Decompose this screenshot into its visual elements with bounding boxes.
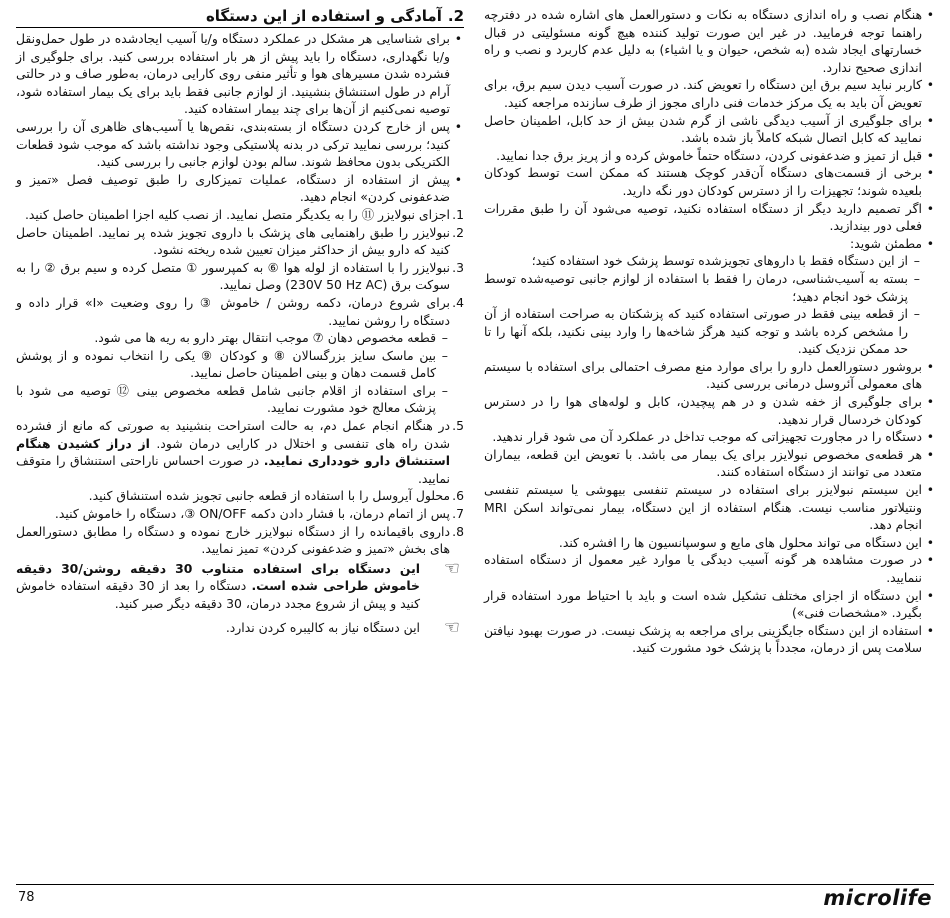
ensure-sublist [484, 252, 922, 358]
list-item: • این سیستم نبولایزر برای استفاده در سیستم تنفسی بیهوشی یا سیستم تنفسی ونتیلاتور مناسب نیست. هنگام استفاده از این دستگاه، بیمار نمی‌تواند اسکن MRI انجام دهد. [484, 481, 936, 534]
list-item: • اگر تصمیم دارید دیگر از دستگاه استفاده نکنید، توصیه می‌شود آن را طبق مقررات فعلی دور بیندازید. [484, 200, 936, 235]
step-text: اجزای نبولایزر ⑪ را به یکدیگر متصل نمایید. از نصب کلیه اجزا اطمینان حاصل کنید. [24, 206, 450, 222]
list-item: • پیش از استفاده از دستگاه، عملیات تمیزکاری را طبق توصیف فصل «تمیز و ضدعفونی کردن» انجام دهید. [16, 171, 464, 206]
step-item [16, 417, 464, 487]
list-item: • کاربر نباید سیم برق این دستگاه را تعویض کند. در صورت آسیب دیدن سیم برق، برای تعویض آن باید به یک مرکز خدمات فنی دارای مجوز از طرف سازنده مراجعه کنید. [484, 76, 936, 111]
step-number: 2. [452, 224, 464, 240]
list-item: • برخی از قسمت‌های دستگاه آن‌قدر کوچک هستند که ممکن است توسط کودکان بلعیده شوند؛ تجهیزات را از دسترس کودکان دور نگه دارید. [484, 164, 936, 199]
list-item: • پس از خارج کردن دستگاه از بسته‌بندی، نقص‌ها یا آسیب‌های ظاهری آن را بررسی کنید؛ بررسی نمایید ترکی در بدنه پلاستیکی وجود نداشته باشد که موجب شود قطعات الکتریکی بدون محافظ شوند. سالم بودن لوازم جانبی را بررسی کنید. [16, 118, 464, 171]
step-number: 3. [452, 259, 464, 275]
section-title: آمادگی و استفاده از این دستگاه [205, 7, 442, 25]
step-item [16, 294, 464, 417]
sub-item: – از این دستگاه فقط با داروهای تجویزشده توسط پزشک خود استفاده کنید؛ [484, 252, 922, 270]
note-duty-cycle [16, 557, 464, 613]
list-item [484, 235, 936, 358]
list-item: • دستگاه را در مجاورت تجهیزاتی که موجب تداخل در عملکرد آن می شود قرار ندهید. [484, 428, 936, 446]
step-number: 6. [452, 488, 464, 504]
step-number: 1. [452, 206, 464, 222]
step-number: 7. [452, 506, 464, 522]
step-text: پس از اتمام درمان، با فشار دادن دکمه ON/OFF ③، دستگاه را خاموش کنید. [54, 506, 450, 522]
note-text: دستگاه را بعد از 30 دقیقه استفاده خاموش کنید و پیش از شروع مجدد درمان، 30 دقیقه دیگر صبر کنید. [16, 578, 420, 611]
step-item [16, 487, 464, 505]
step-item [16, 505, 464, 523]
list-item: • این دستگاه می تواند محلول های مایع و سوسپانسیون ها را افشره کند. [484, 534, 936, 552]
list-item: • برای جلوگیری از آسیب دیدگی ناشی از گرم شدن بیش از حد کابل، اطمینان حاصل نمایید که کابل اتصال شبکه کاملاً باز شده باشد. [484, 112, 936, 147]
list-item: • این دستگاه از اجزای مختلف تشکیل شده است و باید با احتیاط مورد استفاده قرار بگیرد. «مشخصات فنی») [484, 587, 936, 622]
step-text: نبولایزر را طبق راهنمایی های پزشک با داروی تجویز شده پر نمایید. اطمینان حاصل کنید که دارو بیش از حداکثر میزان تعیین شده ریخته نشود. [16, 224, 450, 258]
step-warning-bold: از دراز کشیدن هنگام استنشاق دارو خودداری نمایید. [16, 435, 450, 469]
step-text: محلول آیروسل را با استفاده از قطعه جانبی تجویز شده استنشاق کنید. [88, 488, 450, 504]
step-item [16, 523, 464, 558]
pointing-hand-icon: ☜ [443, 616, 460, 638]
step-text: در هنگام انجام عمل دم، به حالت استراحت بنشینید به صورتی که مانع از فشرده شدن راه های تنفسی و اختلال در کارایی درمان شود. [16, 418, 451, 451]
sub-item: – برای استفاده از اقلام جانبی شامل قطعه مخصوص بینی ⑫ توصیه می شود با پزشک معالج خود مشورت نمایید. [16, 382, 450, 417]
pointing-hand-icon: ☜ [443, 557, 460, 579]
usage-steps [16, 206, 464, 558]
list-item: • هنگام نصب و راه اندازی دستگاه به نکات و دستورالعمل های اشاره شده در دفترچه راهنما توجه فرمایید. در غیر این صورت تولید کننده هیچ گونه مسئولیتی در قبال خسارتهای ایجاد شده (به شخص، حیوان و یا اشیاء) به دلیل عدم کاربرد و نصب و راه اندازی صحیح ندارد. [484, 6, 936, 76]
list-item: • برای شناسایی هر مشکل در عملکرد دستگاه و/یا آسیب ایجادشده در طول حمل‌ونقل و/یا نگهداری، دستگاه را باید پیش از هر بار استفاده بررسی کنید. برای جلوگیری از فشرده شدن مسیرهای هوا و تأثیر منفی روی کارایی درمان، به‌طور صاف و در حالتی آرام در طول استنشاق بنشینید. از لوازم جانبی فقط باید برای یک بیمار استفاده شود، توصیه نمی‌کنیم از آن‌ها برای چند بیمار استفاده کنید. [16, 30, 464, 118]
step-item [16, 259, 464, 294]
note-calibration [16, 616, 464, 638]
step-text: در صورت احساس ناراحتی استنشاق را متوقف نمایید. [16, 453, 450, 486]
step-text: برای شروع درمان، دکمه روشن / خاموش ③ را روی وضعیت «I» قرار داده و دستگاه را روشن نمایید. [16, 294, 450, 328]
sub-item: – بسته به آسیب‌شناسی، درمان را فقط با استفاده از لوازم جانبی توصیه‌شده توسط پزشک خود انجام دهید؛ [484, 270, 922, 305]
step-text: نبولایزر را با استفاده از لوله هوا ⑥ به کمپرسور ① متصل کرده و سیم برق ② را به سوکت برق (230V 50 Hz AC) وصل نمایید. [16, 259, 450, 293]
preparation-bullets [16, 30, 464, 206]
step-number: 8. [452, 523, 464, 539]
sub-item: – قطعه مخصوص دهان ⑦ موجب انتقال بهتر دارو به ریه ها می شود. [16, 329, 450, 347]
sub-item: – از قطعه بینی فقط در صورتی استفاده کنید که پزشکتان به صراحت استفاده از آن را مشخص کرده باشد و توجه کنید هرگز شاخه‌ها را وارد بینی نکنید، بلکه آنها را تا حد ممکن نزدیک کنید. [484, 305, 922, 358]
right-column [484, 6, 936, 657]
list-item: • برای جلوگیری از خفه شدن و در هم پیچیدن، کابل و لوله‌های هوا را در دسترس کودکان خردسال قرار ندهید. [484, 393, 936, 428]
step-number: 5. [452, 418, 464, 434]
list-item: • در صورت مشاهده هر گونه آسیب دیدگی یا موارد غیر معمول از دستگاه استفاده ننمایید. [484, 551, 936, 586]
step-number: 4. [452, 294, 464, 310]
list-item: • بروشور دستورالعمل دارو را برای موارد منع مصرف احتمالی برای استفاده با سیستم های معمولی آئروسل درمانی بررسی کنید. [484, 358, 936, 393]
left-column [16, 6, 464, 636]
section-heading [16, 6, 464, 28]
step-item [16, 206, 464, 224]
list-item: • هر قطعه‌ی مخصوص نبولایزر برای یک بیمار می باشد. با تعویض این قطعه، بیماران متعدد می توانند از دستگاه استفاده کنند. [484, 446, 936, 481]
section-number: 2. [447, 7, 464, 25]
brand-logo: microlife [823, 886, 932, 910]
step-text: داروی باقیمانده را از دستگاه نبولایزر خارج نموده و دستگاه را مطابق دستورالعمل های بخش «تمیز و ضدعفونی کردن» تمیز نمایید. [16, 523, 450, 557]
footer-divider [16, 884, 934, 885]
step4-sublist [16, 329, 450, 417]
sub-item: – بین ماسک سایز بزرگسالان ⑧ و کودکان ⑨ یکی را انتخاب نموده و از پوشش کامل قسمت دهان و بینی اطمینان حاصل نمایید. [16, 347, 450, 382]
note-text: این دستگاه نیاز به کالیبره کردن ندارد. [225, 619, 420, 635]
list-item: • قبل از تمیز و ضدعفونی کردن، دستگاه حتماً خاموش کرده و از پریز برق جدا نمایید. [484, 147, 936, 165]
step-item [16, 224, 464, 259]
safety-bullets [484, 6, 936, 657]
note-bold: این دستگاه برای استفاده متناوب 30 دقیقه روشن/30 دقیقه خاموش طراحی شده است. [16, 560, 420, 594]
list-item: • استفاده از این دستگاه جایگزینی برای مراجعه به پزشک نیست. در صورت بهبود نیافتن سلامت پس از درمان، مجدداً با پزشک خود مشورت کنید. [484, 622, 936, 657]
page-number: 78 [18, 890, 35, 905]
ensure-label: مطمئن شوید: [850, 235, 922, 251]
